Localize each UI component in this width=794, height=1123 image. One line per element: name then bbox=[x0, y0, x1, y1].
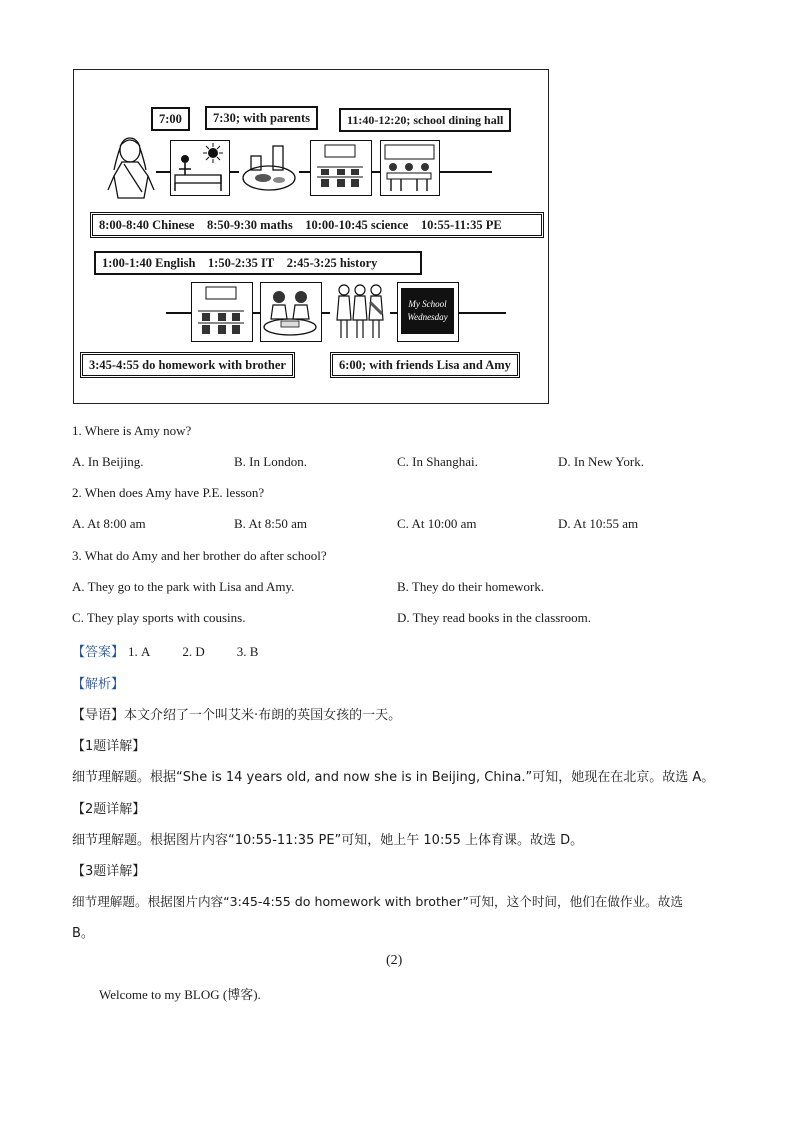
question-3-stem: 3. What do Amy and her brother do after school? bbox=[72, 548, 327, 563]
q3-option-d: D. They read books in the classroom. bbox=[397, 610, 591, 625]
q1-option-d: D. In New York. bbox=[558, 454, 644, 469]
morning-chinese: 8:00-8:40 Chinese bbox=[99, 218, 195, 232]
q1-option-c: C. In Shanghai. bbox=[397, 454, 478, 469]
q3-option-a: A. They go to the park with Lisa and Amy. bbox=[72, 579, 295, 594]
label-7-30: 7:30; with parents bbox=[205, 106, 318, 130]
detail-3-label: 【3题详解】 bbox=[72, 864, 146, 879]
picture-classroom-morning bbox=[310, 140, 372, 196]
detail-1-text: 细节理解题。根据“She is 14 years old, and now she is in Beijing, China.”可知，她现在在北京。故选 A。 bbox=[72, 770, 715, 785]
picture-dining-hall bbox=[380, 140, 440, 196]
afternoon-history: 2:45-3:25 history bbox=[286, 256, 378, 270]
schedule-figure bbox=[73, 69, 549, 404]
q2-option-d: D. At 10:55 am bbox=[558, 516, 639, 531]
detail-3-text-line-1: 细节理解题。根据图片内容“3:45-4:55 do homework with brother”可知，这个时间，他们在做作业。故选 bbox=[72, 894, 683, 909]
section-number: (2) bbox=[386, 953, 403, 968]
answer-1: 1. A bbox=[128, 644, 151, 659]
q3-option-c: C. They play sports with cousins. bbox=[72, 610, 246, 625]
detail-2-label: 【2题详解】 bbox=[72, 802, 146, 817]
q1-option-a: A. In Beijing. bbox=[72, 454, 144, 469]
detail-2-text: 细节理解题。根据图片内容“10:55-11:35 PE”可知，她上午 10:55 上体育课。故选 D。 bbox=[72, 833, 584, 848]
question-1-stem: 1. Where is Amy now? bbox=[72, 423, 192, 438]
picture-breakfast bbox=[239, 140, 299, 196]
picture-bed bbox=[170, 140, 230, 196]
intro-text: 本文介绍了一个叫艾米·布朗的英国女孩的一天。 bbox=[124, 708, 402, 723]
afternoon-english: 1:00-1:40 English bbox=[102, 256, 196, 270]
label-friends: 6:00; with friends Lisa and Amy bbox=[330, 352, 520, 378]
analysis-label: 【解析】 bbox=[72, 677, 125, 692]
label-7-00: 7:00 bbox=[151, 107, 190, 131]
label-homework: 3:45-4:55 do homework with brother bbox=[80, 352, 295, 378]
girl-illustration bbox=[104, 134, 160, 204]
passage-first-line: Welcome to my BLOG (博客). bbox=[99, 987, 261, 1002]
q2-option-a: A. At 8:00 am bbox=[72, 516, 146, 531]
board-line-2: Wednesday bbox=[407, 312, 448, 322]
picture-homework bbox=[260, 282, 322, 342]
answer-3: 3. B bbox=[236, 644, 259, 659]
morning-pe: 10:55-11:35 PE bbox=[420, 218, 502, 232]
q1-option-b: B. In London. bbox=[234, 454, 307, 469]
detail-3-text-line-2: B。 bbox=[72, 926, 94, 941]
q2-option-b: B. At 8:50 am bbox=[234, 516, 307, 531]
picture-school-board bbox=[397, 282, 459, 342]
picture-classroom-afternoon bbox=[191, 282, 253, 342]
board bbox=[401, 288, 454, 334]
board-line-1: My School bbox=[408, 299, 447, 309]
morning-maths: 8:50-9:30 maths bbox=[206, 218, 293, 232]
intro-label: 【导语】 bbox=[72, 708, 125, 723]
morning-science: 10:00-10:45 science bbox=[305, 218, 409, 232]
q3-option-b: B. They do their homework. bbox=[397, 579, 545, 594]
morning-schedule-box bbox=[90, 212, 544, 238]
afternoon-it: 1:50-2:35 IT bbox=[207, 256, 275, 270]
q2-option-c: C. At 10:00 am bbox=[397, 516, 477, 531]
question-2-stem: 2. When does Amy have P.E. lesson? bbox=[72, 485, 265, 500]
picture-friends bbox=[330, 282, 390, 342]
answer-2: 2. D bbox=[182, 644, 205, 659]
detail-1-label: 【1题详解】 bbox=[72, 739, 146, 754]
answer-label: 【答案】 bbox=[72, 645, 125, 660]
answer-line bbox=[72, 641, 258, 661]
afternoon-schedule-box bbox=[94, 251, 422, 275]
intro-line bbox=[72, 704, 401, 723]
label-dining-hall: 11:40-12:20; school dining hall bbox=[339, 108, 511, 132]
